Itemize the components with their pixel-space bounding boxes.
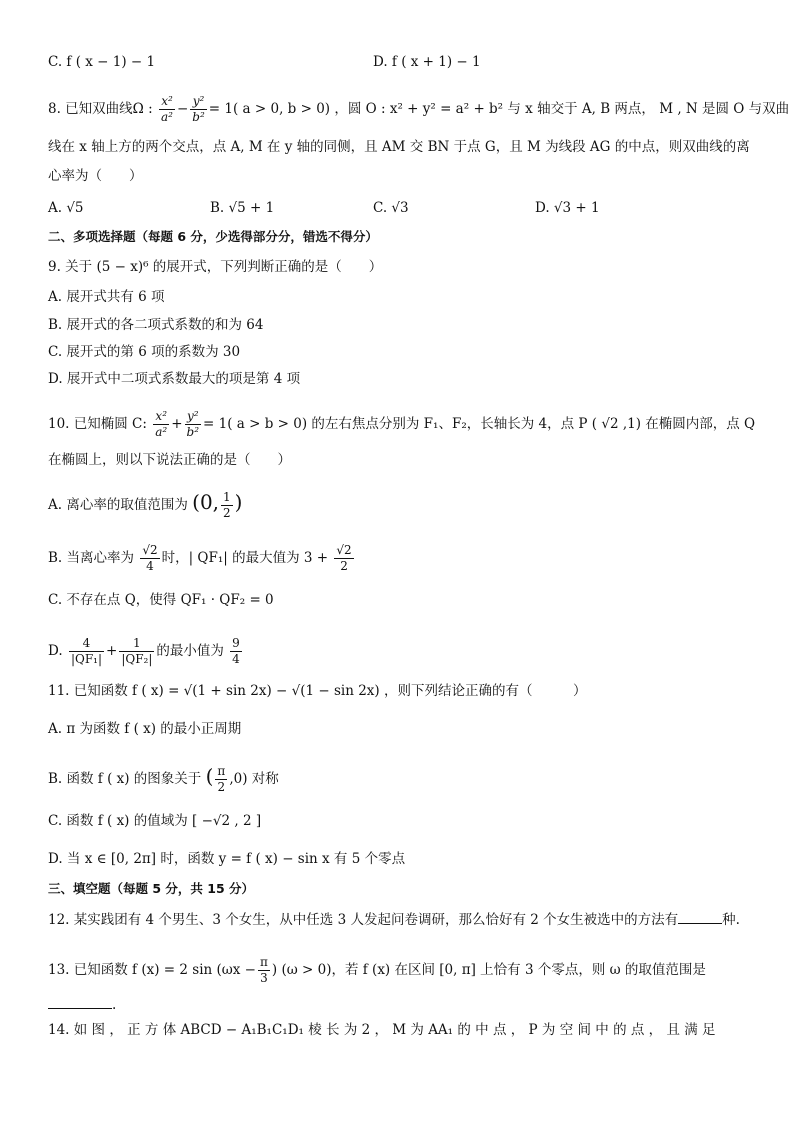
q8-frac2: $\frac{\text{y²}}{\text{b²}}$ bbox=[192, 94, 205, 124]
q13-frac: $\frac{\pi}{3}$ bbox=[260, 955, 268, 985]
q8-line3: 心率为（ ） bbox=[48, 168, 143, 184]
q8-option-d: D. √3 + 1 bbox=[535, 200, 600, 216]
q8-line2: 线在 x 轴上方的两个交点，点 A, M 在 y 轴的同侧，且 AM 交 BN 于点 G，且 M 为线段 AG 的中点，则双曲线的离 bbox=[48, 139, 750, 155]
q8-line1-b: = 1( a > 0, b > 0) ，圆 O : x² + y² = a² + b² 与 x 轴交于 A, B 两点， M , N 是圆 O 与双曲 bbox=[208, 101, 790, 117]
q8-line1: 8. 已知双曲线Ω : $\frac{\text{x²}}{\text{a²}}$ − $\frac{\text{y²}}{\text{b²}}$ = 1( a > 0, b > 0) ，圆 O : x² + y² = a² + b² 与 x 轴交于 A, B 两点， M , N 是圆 O 与双曲 bbox=[48, 94, 790, 124]
q8-option-a: A. √5 bbox=[48, 200, 84, 216]
q9-option-d: D. 展开式中二项式系数最大的项是第 4 项 bbox=[48, 371, 301, 387]
q9-option-a: A. 展开式共有 6 项 bbox=[48, 289, 165, 305]
q11-option-b: B. 函数 f ( x) 的图象关于 ( $\frac{\pi}{2}$ ,0) 对称 bbox=[48, 764, 279, 794]
q11-option-c: C. 函数 f ( x) 的值域为 [ −√2 , 2 ] bbox=[48, 813, 262, 829]
q12: 12. 某实践团有 4 个男生、3 个女生，从中任选 3 人发起问卷调研，那么恰好有 2 个女生被选中的方法有 种. bbox=[48, 912, 740, 928]
q7-option-d: D. f ( x + 1) − 1 bbox=[373, 54, 481, 70]
q10-option-d: D. $\frac{4}{\text{|QF₁|}}$ + $\frac{1}{\text{|QF₂|}}$ 的最小值为 $\frac{9}{4}$ bbox=[48, 636, 240, 666]
q8-option-c: C. √3 bbox=[373, 200, 409, 216]
q10-line1: 10. 已知椭圆 C: $\frac{\text{x²}}{\text{a²}}$ + $\frac{\text{y²}}{\text{b²}}$ = 1( a > b > 0) 的左右焦点分别为 F₁、F₂，长轴长为 4，点 P ( √2 ,1) 在椭圆内部，点 Q bbox=[48, 409, 756, 439]
q11-stem: 11. 已知函数 f ( x) = √(1 + sin 2x) − √(1 − sin 2x) ，则下列结论正确的有（ ） bbox=[48, 683, 587, 699]
q8-line1-a: 8. 已知双曲线Ω : bbox=[48, 101, 153, 117]
q10-a-frac: $\frac{1}{2}$ bbox=[223, 490, 231, 520]
q8-option-b: B. √5 + 1 bbox=[210, 200, 275, 216]
q10-line1-b: = 1( a > b > 0) 的左右焦点分别为 F₁、F₂，长轴长为 4，点 P ( √2 ,1) 在椭圆内部，点 Q bbox=[203, 416, 756, 432]
q10-option-c: C. 不存在点 Q，使得 QF₁ · QF₂ = 0 bbox=[48, 592, 274, 608]
q10-frac2: $\frac{\text{y²}}{\text{b²}}$ bbox=[186, 409, 200, 439]
section-3-heading: 三、填空题（每题 5 分，共 15 分） bbox=[48, 881, 255, 896]
q10-d-frac2: $\frac{1}{\text{|QF₂|}}$ bbox=[121, 636, 153, 666]
q10-line1-a: 10. 已知椭圆 C: bbox=[48, 416, 147, 432]
q9-stem: 9. 关于 (5 − x)⁶ 的展开式，下列判断正确的是（ ） bbox=[48, 259, 383, 275]
q13-answer-blank[interactable] bbox=[48, 995, 112, 1009]
q10-d-frac1: $\frac{4}{\text{|QF₁|}}$ bbox=[70, 636, 102, 666]
q13-answer-line: . bbox=[48, 995, 116, 1015]
q10-b-frac1: $\frac{√2}{4}$ bbox=[142, 543, 158, 573]
q10-d-frac3: $\frac{9}{4}$ bbox=[232, 636, 240, 666]
q14-line1: 14. 如 图 ， 正 方 体 ABCD − A₁B₁C₁D₁ 棱 长 为 2 ， M 为 AA₁ 的 中 点 ， P 为 空 间 中 的 点 ， 且 满 足 bbox=[48, 1022, 716, 1038]
q11-b-frac: $\frac{\pi}{2}$ bbox=[217, 764, 226, 794]
q8-frac1: $\frac{\text{x²}}{\text{a²}}$ bbox=[161, 94, 173, 124]
q9-option-c: C. 展开式的第 6 项的系数为 30 bbox=[48, 344, 241, 360]
q10-line2: 在椭圆上，则以下说法正确的是（ ） bbox=[48, 452, 291, 468]
q10-b-frac2: $\frac{√2}{2}$ bbox=[336, 543, 352, 573]
q12-answer-blank[interactable] bbox=[678, 910, 722, 924]
q10-option-b: B. 当离心率为 $\frac{√2}{4}$ 时，| QF₁| 的最大值为 3 + $\frac{√2}{2}$ bbox=[48, 543, 352, 573]
section-2-heading: 二、多项选择题（每题 6 分，少选得部分分，错选不得分） bbox=[48, 229, 378, 244]
q11-option-a: A. π 为函数 f ( x) 的最小正周期 bbox=[48, 721, 242, 737]
q7-option-c: C. f ( x − 1) − 1 bbox=[48, 54, 156, 70]
q10-frac1: $\frac{\text{x²}}{\text{a²}}$ bbox=[155, 409, 168, 439]
q10-option-a: A. 离心率的取值范围为 (0, $\frac{1}{2}$ ) bbox=[48, 490, 243, 520]
q13: 13. 已知函数 f (x) = 2 sin (ωx − $\frac{\pi}{3}$ ) (ω > 0)，若 f (x) 在区间 [0, π] 上恰有 3 个零点，则 ω 的取值范围是 bbox=[48, 955, 706, 985]
q11-option-d: D. 当 x ∈ [0, 2π] 时，函数 y = f ( x) − sin x 有 5 个零点 bbox=[48, 851, 406, 867]
q9-option-b: B. 展开式的各二项式系数的和为 64 bbox=[48, 317, 264, 333]
